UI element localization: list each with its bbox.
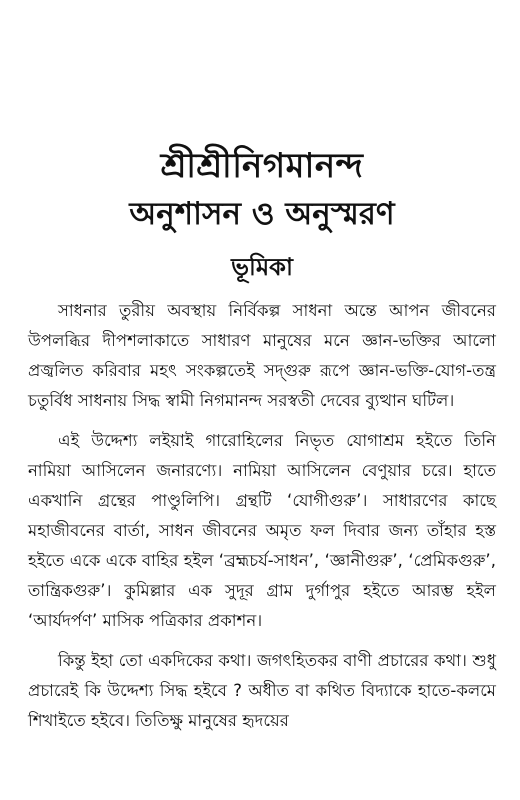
- body-text: [28, 296, 496, 736]
- page-subtitle: অনুশাসন ও অনুস্মরণ: [129, 196, 395, 232]
- paragraph: সাধনার তুরীয় অবস্থায় নির্বিকল্প সাধনা অন্তে আপন জীবনের উপলব্ধির দীপশলাকাতে সাধারণ মানুষের মনে জ্ঞান-ভক্তির আলো প্রজ্বলিত করিবার মহৎ সংকল্পতেই সদ্গুরু রূপে জ্ঞান-ভক্তি-যোগ-তন্ত্র চতুর্বিধ সাধনায় সিদ্ধ স্বামী নিগমানন্দ সরস্বতী দেবের ব্যুত্থান ঘটিল।: [28, 301, 496, 410]
- paragraph: কিন্তু ইহা তো একদিকের কথা। জগৎহিতকর বাণী প্রচারের কথা। শুধু প্রচারেই কি উদ্দেশ্য সিদ্ধ হইবে ? অধীত বা কথিত বিদ্যাকে হাতে-কলমে শিখাইতে হইবে। তিতিক্ষু মানুষের হৃদয়ের: [28, 651, 496, 730]
- section-heading-preface: ভূমিকা: [231, 253, 293, 281]
- page-title: শ্রীশ্রীনিগমানন্দ: [160, 146, 364, 186]
- paragraph: এই উদ্দেশ্য লইয়াই গারোহিলের নিভৃত যোগাশ্রম হইতে তিনি নামিয়া আসিলেন জনারণ্যে। নামিয়া আসিলেন বেণুয়ার চরে। হাতে একখানি গ্রন্থের পাণ্ডুলিপি। গ্রন্থটি ‘যোগীগুরু’। সাধারণের কাছে মহাজীবনের বার্তা, সাধন জীবনের অমৃত ফল দিবার জন্য তাঁহার হস্ত হইতে একে একে বাহির হইল ‘ব্রহ্মচর্য-সাধন’, ‘জ্ঞানীগুরু’, ‘প্রেমিকগুরু’, তান্ত্রিকগুরু’। কুমিল্লার এক সুদূর গ্রাম দুর্গাপুর হইতে আরম্ভ হইল ‘আর্যদর্পণ’ মাসিক পত্রিকার প্রকাশন।: [28, 431, 496, 630]
